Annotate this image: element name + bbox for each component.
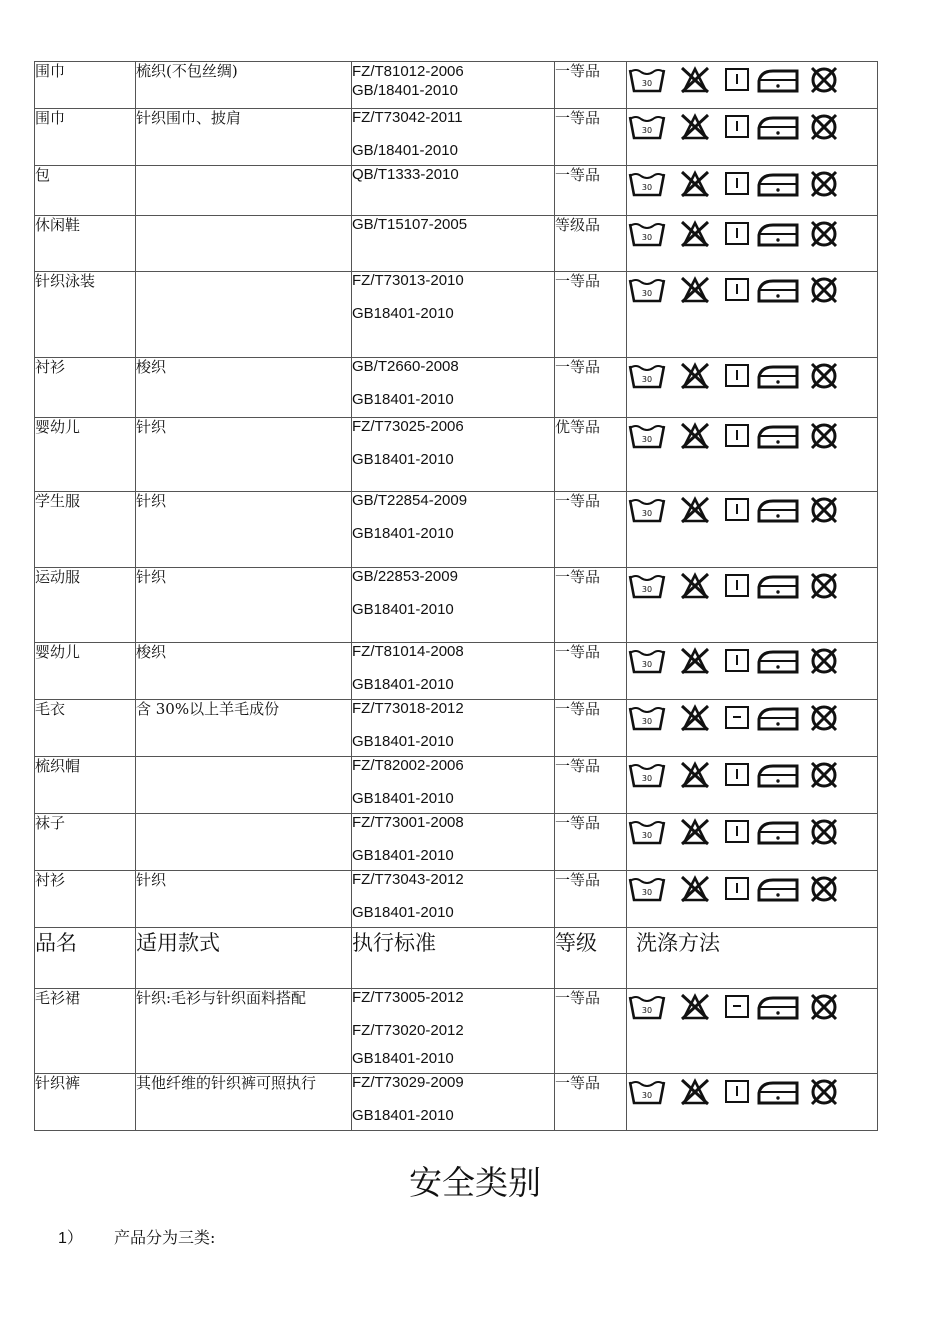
product-style [136, 166, 352, 216]
product-name: 围巾 [35, 109, 136, 166]
wash-temp-label: 30 [641, 375, 653, 384]
tumble-dry-icon [726, 425, 748, 446]
product-name: 梳织帽 [35, 757, 136, 814]
standard-cell [352, 814, 555, 871]
wash-temp-label: 30 [641, 183, 653, 192]
product-name: 衬衫 [35, 871, 136, 928]
table-row [35, 166, 878, 216]
standard-code: GB18401-2010 [352, 305, 454, 322]
no-dryclean-icon [812, 820, 836, 844]
wash-temp-label: 30 [641, 233, 653, 242]
tumble-dry-icon [726, 365, 748, 386]
standard-code: GB18401-2010 [352, 451, 454, 468]
grade: 一等品 [555, 871, 627, 928]
grade: 等级品 [555, 216, 627, 272]
washing-method [627, 166, 878, 216]
no-bleach-icon [682, 649, 708, 673]
header-name: 品名 [35, 928, 136, 989]
iron-icon [759, 118, 797, 138]
iron-icon [759, 1083, 797, 1103]
washing-method [627, 814, 878, 871]
table-row [35, 871, 878, 928]
standard-code: FZ/T73020-2012 [352, 1022, 464, 1039]
no-bleach-icon [682, 763, 708, 787]
standard-cell [352, 492, 555, 568]
no-bleach-icon [682, 820, 708, 844]
wash-30-icon [630, 576, 664, 597]
product-style: 梭织 [136, 358, 352, 418]
care-symbols [627, 275, 841, 305]
no-dryclean-icon [812, 498, 836, 522]
grade: 一等品 [555, 492, 627, 568]
iron-icon [759, 427, 797, 447]
product-name: 毛衫裙 [35, 989, 136, 1074]
standard-code: GB18401-2010 [352, 1107, 454, 1124]
wash-30-icon [630, 117, 664, 138]
grade: 一等品 [555, 814, 627, 871]
product-name: 学生服 [35, 492, 136, 568]
grade: 一等品 [555, 62, 627, 109]
product-style: 梳织(不包丝绸) [136, 62, 352, 109]
no-bleach-icon [682, 498, 708, 522]
standard-code: FZ/T81014-2008 [352, 643, 464, 660]
care-symbols [627, 219, 841, 249]
wash-temp-label: 30 [641, 435, 653, 444]
wash-30-icon [630, 174, 664, 195]
table-row [35, 568, 878, 643]
standard-code: QB/T1333-2010 [352, 166, 459, 183]
grade: 一等品 [555, 568, 627, 643]
standard-code: GB18401-2010 [352, 676, 454, 693]
iron-icon [759, 175, 797, 195]
wash-temp-label: 30 [641, 126, 653, 135]
list-text: 产品分为三类: [114, 1228, 216, 1247]
tumble-dry-icon [726, 1081, 748, 1102]
standard-code: GB18401-2010 [352, 733, 454, 750]
table-row [35, 700, 878, 757]
standard-code: GB/T2660-2008 [352, 358, 459, 375]
product-name: 运动服 [35, 568, 136, 643]
section-title: 安全类别 [409, 1163, 541, 1202]
tumble-dry-icon [726, 821, 748, 842]
standard-cell [352, 109, 555, 166]
wash-temp-label: 30 [641, 585, 653, 594]
wash-30-icon [630, 879, 664, 900]
product-name: 针织裤 [35, 1074, 136, 1131]
care-symbols [627, 992, 841, 1022]
standard-code: FZ/T73042-2011 [352, 109, 463, 126]
washing-method [627, 358, 878, 418]
grade: 一等品 [555, 109, 627, 166]
care-symbols [627, 760, 841, 790]
product-style: 梭织 [136, 643, 352, 700]
standard-code: GB18401-2010 [352, 601, 454, 618]
no-bleach-icon [682, 995, 708, 1019]
tumble-dry-icon [726, 650, 748, 671]
care-symbols [627, 112, 841, 142]
product-style [136, 757, 352, 814]
no-dryclean-icon [812, 172, 836, 196]
wash-30-icon [630, 1082, 664, 1103]
standard-cell [352, 989, 555, 1074]
list-item [58, 1227, 215, 1250]
grade: 优等品 [555, 418, 627, 492]
iron-icon [759, 71, 797, 91]
standard-cell [352, 700, 555, 757]
no-bleach-icon [682, 222, 708, 246]
standard-code: GB/22853-2009 [352, 568, 458, 585]
care-symbols [627, 169, 841, 199]
table-row [35, 492, 878, 568]
tumble-dry-icon [726, 499, 748, 520]
iron-icon [759, 998, 797, 1018]
standard-cell [352, 358, 555, 418]
product-name: 婴幼儿 [35, 418, 136, 492]
standard-code: GB18401-2010 [352, 391, 454, 408]
standard-code: GB/T15107-2005 [352, 216, 468, 233]
wash-temp-label: 30 [641, 1006, 653, 1015]
washing-method [627, 216, 878, 272]
no-dryclean-icon [812, 995, 836, 1019]
standard-code: FZ/T73001-2008 [352, 814, 464, 831]
table-row [35, 1074, 878, 1131]
iron-icon [759, 501, 797, 521]
product-style: 针织 [136, 871, 352, 928]
product-style: 针织 [136, 418, 352, 492]
no-dryclean-icon [812, 877, 836, 901]
standard-cell [352, 272, 555, 358]
wash-30-icon [630, 366, 664, 387]
table-row [35, 757, 878, 814]
care-symbols [627, 361, 841, 391]
product-style: 针织:毛衫与针织面料搭配 [136, 989, 352, 1074]
washing-method [627, 492, 878, 568]
header-standard: 执行标准 [352, 928, 555, 989]
tumble-dry-icon [726, 69, 748, 90]
no-bleach-icon [682, 877, 708, 901]
product-style: 针织围巾、披肩 [136, 109, 352, 166]
no-dryclean-icon [812, 424, 836, 448]
standard-cell [352, 1074, 555, 1131]
standard-code: GB18401-2010 [352, 904, 454, 921]
wash-temp-label: 30 [641, 717, 653, 726]
wash-30-icon [630, 280, 664, 301]
product-style [136, 272, 352, 358]
iron-icon [759, 709, 797, 729]
wash-temp-label: 30 [641, 660, 653, 669]
table-row [35, 989, 878, 1074]
iron-icon [759, 367, 797, 387]
product-name: 休闲鞋 [35, 216, 136, 272]
wash-30-icon [630, 765, 664, 786]
care-symbols [627, 703, 841, 733]
standard-code: GB/18401-2010 [352, 142, 458, 159]
table-row [35, 358, 878, 418]
no-dryclean-icon [812, 115, 836, 139]
grade: 一等品 [555, 757, 627, 814]
wash-30-icon [630, 997, 664, 1018]
no-dryclean-icon [812, 364, 836, 388]
washing-method [627, 418, 878, 492]
standard-code: GB/T22854-2009 [352, 492, 468, 509]
no-bleach-icon [682, 1080, 708, 1104]
care-symbols [627, 495, 841, 525]
no-bleach-icon [682, 115, 708, 139]
product-name: 婴幼儿 [35, 643, 136, 700]
care-symbols [627, 571, 841, 601]
no-bleach-icon [682, 574, 708, 598]
wash-30-icon [630, 651, 664, 672]
standard-code: GB18401-2010 [352, 847, 454, 864]
wash-30-icon [630, 822, 664, 843]
standard-code: FZ/T73005-2012 [352, 989, 464, 1006]
wash-30-icon [630, 500, 664, 521]
wash-30-icon [630, 426, 664, 447]
header-washing: 洗涤方法 [627, 928, 878, 989]
grade: 一等品 [555, 358, 627, 418]
no-dryclean-icon [812, 706, 836, 730]
iron-icon [759, 577, 797, 597]
table-header-row [35, 928, 878, 989]
iron-icon [759, 225, 797, 245]
table-row [35, 62, 878, 109]
no-dryclean-icon [812, 649, 836, 673]
iron-icon [759, 766, 797, 786]
no-bleach-icon [682, 706, 708, 730]
no-dryclean-icon [812, 68, 836, 92]
product-style: 其他纤维的针织裤可照执行 [136, 1074, 352, 1131]
no-dryclean-icon [812, 763, 836, 787]
standard-code: FZ/T73013-2010 [352, 272, 464, 289]
wash-temp-label: 30 [641, 509, 653, 518]
washing-method [627, 700, 878, 757]
washing-method [627, 757, 878, 814]
tumble-dry-icon [726, 116, 748, 137]
product-style [136, 814, 352, 871]
iron-icon [759, 823, 797, 843]
washing-method [627, 871, 878, 928]
product-style: 含 30%以上羊毛成份 [136, 700, 352, 757]
header-style: 适用款式 [136, 928, 352, 989]
standard-cell [352, 418, 555, 492]
standard-cell [352, 871, 555, 928]
no-bleach-icon [682, 172, 708, 196]
standard-code: FZ/T73025-2006 [352, 418, 464, 435]
tumble-dry-icon [726, 173, 748, 194]
table-row [35, 418, 878, 492]
standard-cell [352, 757, 555, 814]
care-symbols [627, 65, 841, 95]
standard-code: FZ/T73043-2012 [352, 871, 464, 888]
no-bleach-icon [682, 424, 708, 448]
product-name: 围巾 [35, 62, 136, 109]
no-dryclean-icon [812, 222, 836, 246]
wash-temp-label: 30 [641, 289, 653, 298]
grade: 一等品 [555, 989, 627, 1074]
product-style: 针织 [136, 492, 352, 568]
iron-icon [759, 281, 797, 301]
washing-method [627, 1074, 878, 1131]
tumble-dry-icon [726, 575, 748, 596]
wash-temp-label: 30 [641, 888, 653, 897]
product-name: 包 [35, 166, 136, 216]
tumble-dry-icon [726, 764, 748, 785]
standard-cell [352, 568, 555, 643]
tumble-dry-icon [726, 996, 748, 1017]
standard-code: FZ/T82002-2006 [352, 757, 464, 774]
washing-method [627, 643, 878, 700]
no-bleach-icon [682, 364, 708, 388]
care-symbols [627, 646, 841, 676]
wash-temp-label: 30 [641, 79, 653, 88]
standard-code: FZ/T81012-2006 [352, 63, 464, 80]
header-grade: 等级 [555, 928, 627, 989]
wash-temp-label: 30 [641, 1091, 653, 1100]
washing-method [627, 989, 878, 1074]
standard-code: FZ/T73029-2009 [352, 1074, 464, 1091]
standard-code: GB18401-2010 [352, 1050, 454, 1067]
no-bleach-icon [682, 278, 708, 302]
standard-code: GB18401-2010 [352, 525, 454, 542]
care-symbols [627, 1077, 841, 1107]
care-symbols [627, 421, 841, 451]
washing-method [627, 272, 878, 358]
care-symbols [627, 817, 841, 847]
standard-cell [352, 62, 555, 109]
table-row [35, 643, 878, 700]
wash-30-icon [630, 70, 664, 91]
washing-method [627, 568, 878, 643]
product-style: 针织 [136, 568, 352, 643]
wash-30-icon [630, 708, 664, 729]
no-dryclean-icon [812, 574, 836, 598]
no-bleach-icon [682, 68, 708, 92]
table-row [35, 216, 878, 272]
iron-icon [759, 652, 797, 672]
grade: 一等品 [555, 700, 627, 757]
standard-cell [352, 643, 555, 700]
wash-temp-label: 30 [641, 831, 653, 840]
wash-30-icon [630, 224, 664, 245]
standard-code: GB18401-2010 [352, 790, 454, 807]
standard-code: FZ/T73018-2012 [352, 700, 464, 717]
product-name: 袜子 [35, 814, 136, 871]
tumble-dry-icon [726, 223, 748, 244]
washing-method [627, 62, 878, 109]
table-row [35, 109, 878, 166]
table-row [35, 814, 878, 871]
standard-cell [352, 216, 555, 272]
grade: 一等品 [555, 1074, 627, 1131]
iron-icon [759, 880, 797, 900]
wash-temp-label: 30 [641, 774, 653, 783]
tumble-dry-icon [726, 707, 748, 728]
tumble-dry-icon [726, 279, 748, 300]
grade: 一等品 [555, 643, 627, 700]
grade: 一等品 [555, 166, 627, 216]
standard-code: GB/18401-2010 [352, 82, 458, 99]
tumble-dry-icon [726, 878, 748, 899]
washing-method [627, 109, 878, 166]
product-name: 针织泳装 [35, 272, 136, 358]
product-name: 衬衫 [35, 358, 136, 418]
care-symbols [627, 874, 841, 904]
no-dryclean-icon [812, 278, 836, 302]
product-style [136, 216, 352, 272]
list-number: 1） [58, 1230, 83, 1247]
standard-cell [352, 166, 555, 216]
standards-table [34, 61, 878, 1131]
product-name: 毛衣 [35, 700, 136, 757]
no-dryclean-icon [812, 1080, 836, 1104]
grade: 一等品 [555, 272, 627, 358]
table-row [35, 272, 878, 358]
